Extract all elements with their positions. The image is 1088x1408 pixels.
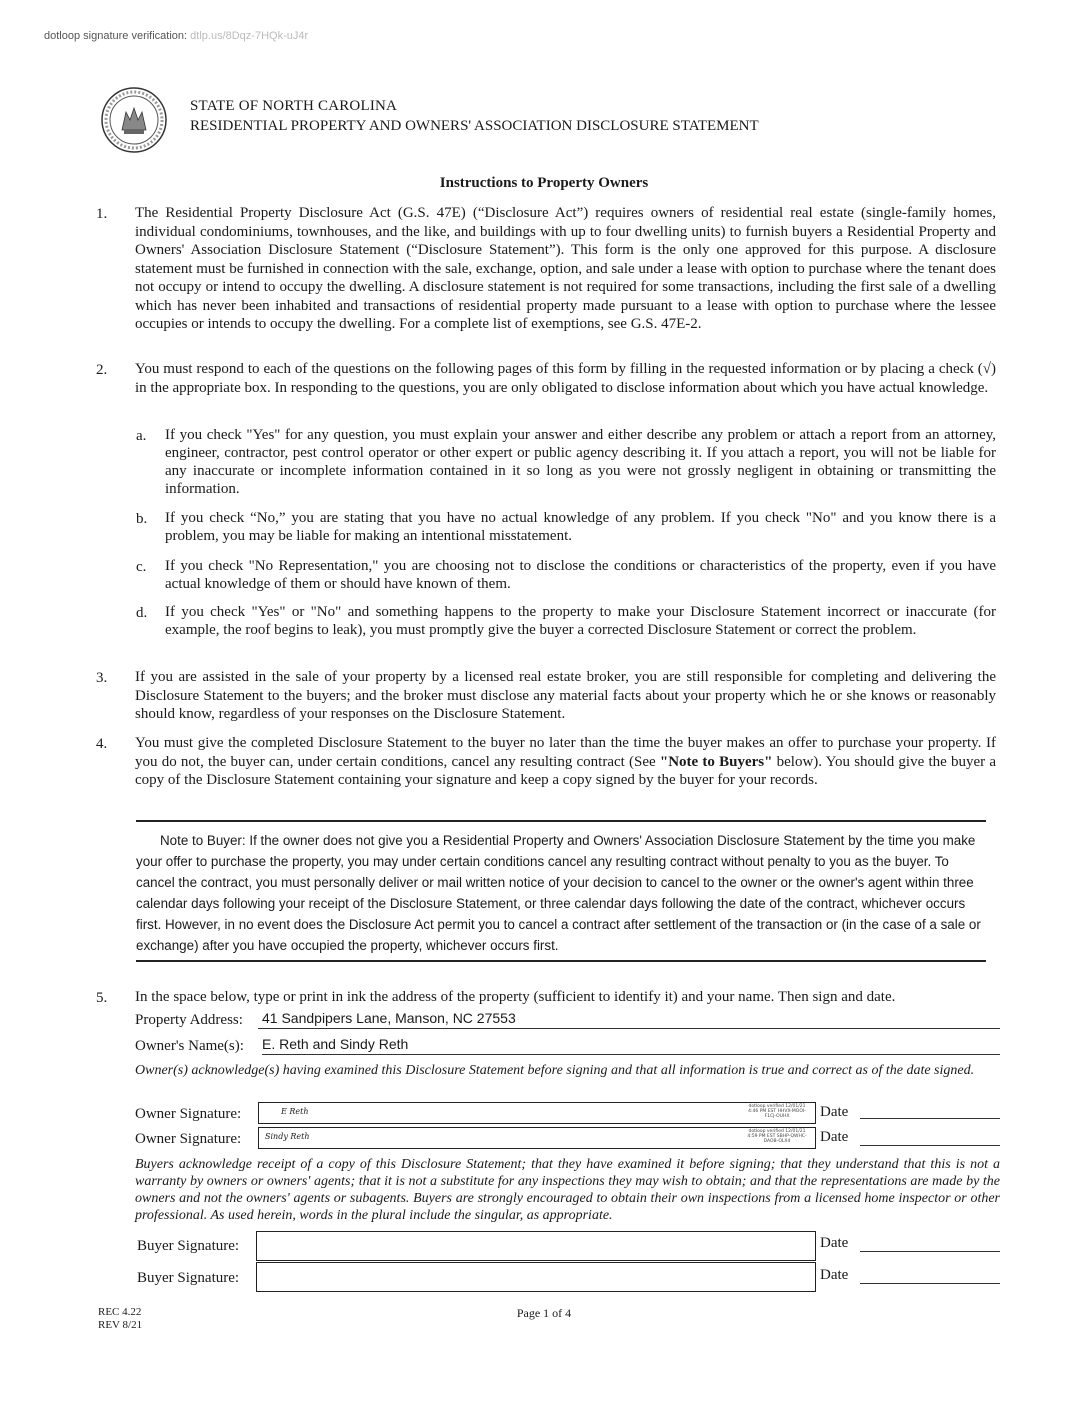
subitem-text: If you check "Yes" for any question, you must explain your answer and either describe any problem or attach a report from an attorney, engineer, contractor, pest control operator or other expert or public agency describing it. If you attach a report, you will not be liable for any inaccurate or incomplete information contained in it so long as you were not grossly negligent in obtaining or transmitting the information. <box>165 427 996 497</box>
owner-signature-field[interactable] <box>258 1102 816 1124</box>
owner-acknowledgment: Owner(s) acknowledge(s) having examined this Disclosure Statement before signing and that all information is true and correct as of the date signed. <box>135 1063 975 1078</box>
subitem-letter: a. <box>136 428 147 444</box>
subitem-text: If you check "Yes" or "No" and something happens to the property to make your Disclosure Statement incorrect or inaccurate (for example, the roof begins to leak), you must promptly give the buyer a corrected Disclosure Statement or correct the problem. <box>165 604 996 638</box>
subitem-letter: d. <box>136 605 148 621</box>
header-form-title: RESIDENTIAL PROPERTY AND OWNERS' ASSOCIATION DISCLOSURE STATEMENT <box>190 118 759 134</box>
header-state: STATE OF NORTH CAROLINA <box>190 98 398 114</box>
item-text: If you are assisted in the sale of your property by a licensed real estate broker, you are still responsible for completing and delivering the Disclosure Statement to the buyers; and the broker must disclose any material facts about your property which he or she knows or reasonably should know, regardless of your responses on the Disclosure Statement. <box>135 669 996 722</box>
owner-signature-script: Sindy Reth <box>265 1132 310 1141</box>
property-address-label: Property Address: <box>135 1012 243 1028</box>
item-text-part: You must give the completed Disclosure Statement to the buyer no later than the time the buyer makes an offer to purchase your property. If you do not, the buyer can, under certain conditions, cancel any resulting contract (See <box>135 735 996 770</box>
buyer-signature-label: Buyer Signature: <box>137 1238 240 1254</box>
owner-signature-script: E Reth <box>281 1107 309 1116</box>
item-text <box>135 734 996 790</box>
date-field[interactable] <box>860 1118 1000 1119</box>
buyer-signature-label: Buyer Signature: <box>137 1270 240 1286</box>
note-to-buyer-box <box>136 820 986 962</box>
verification-line <box>44 30 308 42</box>
verification-code: dtlp.us/8Dqz-7HQk-uJ4r <box>190 30 309 42</box>
owner-signature-label: Owner Signature: <box>135 1106 242 1122</box>
item-text: The Residential Property Disclosure Act (G.S. 47E) (“Disclosure Act”) requires owners of residential real estate (single-family homes, individual condominiums, townhouses, and the like, and buildings with up to four dwelling units) to furnish buyers a Residential Property and Owners' Association Disclosure Statement (“Disclosure Statement”). This form is the only one approved for this purpose. A disclosure statement must be furnished in connection with the sale, exchange, option, and sale under a lease with option to purchase where the tenant does not occupy or intend to occupy the dwelling. A disclosure statement is not required for some transactions, including the first sale of a dwelling which has never been inhabited and transactions of residential property made pursuant to a lease with option to purchase where the lessee occupies or intends to occupy the dwelling. For a complete list of exemptions, see G.S. 47E-2. <box>135 205 996 332</box>
date-field[interactable] <box>860 1251 1000 1252</box>
date-label: Date <box>820 1267 849 1283</box>
owners-name-label: Owner's Name(s): <box>135 1038 244 1054</box>
buyer-signature-field[interactable] <box>256 1262 816 1292</box>
item-text: You must respond to each of the questions on the following pages of this form by filling in the requested information or by placing a check (√) in the appropriate box. In responding to the questions, you are only obligated to disclose information about which you have actual knowledge. <box>135 361 996 396</box>
date-label: Date <box>820 1104 849 1120</box>
item-text: In the space below, type or print in ink the address of the property (sufficient to identify it) and your name. Then sign and date. <box>135 989 896 1005</box>
dotloop-verified-stamp: dotloop verified 12/01/21 4:59 PM EST SBHP-QWHC-DAOB-OLX4 <box>747 1129 807 1144</box>
item-number: 1. <box>96 206 108 222</box>
property-address-field[interactable] <box>258 1008 1000 1029</box>
buyer-acknowledgment: Buyers acknowledge receipt of a copy of this Disclosure Statement; that they have examined it before signing; that they understand that this is not a warranty by owners or owners' agents; that it is not a substitute for any inspections they may wish to obtain; and that the representations are made by the owners and not the owners' agents or subagents. Buyers are strongly encouraged to obtain their own inspections from a licensed home inspector or other professional. As used herein, words in the plural include the singular, as appropriate. <box>135 1157 1000 1223</box>
owner-signature-label: Owner Signature: <box>135 1131 242 1147</box>
subitem-letter: b. <box>136 511 148 527</box>
owner-signature-field[interactable] <box>258 1127 816 1149</box>
subitem-text: If you check "No Representation," you are choosing not to disclose the conditions or characteristics of the property, even if you have actual knowledge of them or should have known of them. <box>165 558 996 592</box>
subitem-letter: c. <box>136 559 147 575</box>
date-label: Date <box>820 1235 849 1251</box>
page-number: Page 1 of 4 <box>516 1306 572 1320</box>
date-field[interactable] <box>860 1145 1000 1146</box>
subitem-text: If you check “No,” you are stating that you have no actual knowledge of any problem. If you check "No" and you know there is a problem, you may be liable for making an intentional misstatement. <box>165 510 996 544</box>
date-field[interactable] <box>860 1283 1000 1284</box>
buyer-signature-field[interactable] <box>256 1231 816 1261</box>
form-code-value: REC 4.22 <box>98 1306 142 1318</box>
instructions-title: Instructions to Property Owners <box>439 175 649 191</box>
date-label: Date <box>820 1129 849 1145</box>
item-number: 2. <box>96 362 108 378</box>
item-text-part: below). You should give the buyer a copy of the Disclosure Statement containing your signature and keep a copy signed by the buyer for your records. <box>135 753 996 788</box>
owners-name-field[interactable] <box>262 1034 1000 1055</box>
note-to-buyer-text: If the owner does not give you a Residential Property and Owners' Association Disclosure Statement by the time you make your offer to purchase the property, you may under certain conditions cancel any resulting contract without penalty to you as the buyer. To cancel the contract, you must personally deliver or mail written notice of your decision to cancel to the owner or the owner's agent within three calendar days following your receipt of the Disclosure Statement, or three calendar days following the date of the contract, whichever occurs first. However, in no event does the Disclosure Act permit you to cancel a contract after settlement of the transaction or (in the case of a sale or exchange) after you have occupied the property, whichever occurs first. <box>136 833 981 953</box>
note-to-buyer-label: Note to Buyer: <box>160 833 246 848</box>
owners-name-value: E. Reth and Sindy Reth <box>262 1036 409 1052</box>
note-to-buyers-ref: "Note to Buyers" <box>659 753 773 770</box>
property-address-value: 41 Sandpipers Lane, Manson, NC 27553 <box>262 1010 516 1026</box>
state-seal-icon <box>100 86 168 154</box>
item-number: 5. <box>96 990 108 1006</box>
item-number: 4. <box>96 736 108 752</box>
verification-label: dotloop signature verification: <box>44 30 188 42</box>
dotloop-verified-stamp: dotloop verified 12/01/21 4:46 PM EST HHVX-MOOI-F1CJ-OUHX <box>748 1104 806 1119</box>
form-revision: REV 8/21 <box>98 1319 143 1331</box>
item-number: 3. <box>96 670 108 686</box>
